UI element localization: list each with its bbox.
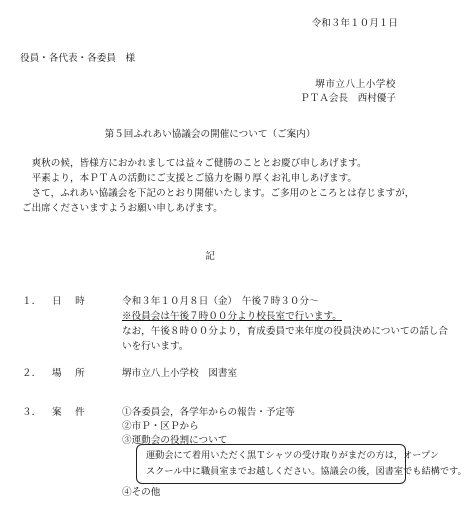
body-paragraph-3-cont: ご出席くださいますようお願い申しあげます。: [22, 203, 223, 214]
body-paragraph-2: 平素より，本ＰＴＡの活動にご支援とご協力を賜り厚くお礼申しあげます。: [31, 173, 358, 184]
item-datetime: [22, 296, 122, 308]
place-value: 堺市立八上小学校 図書室: [122, 368, 238, 379]
item-label: 場 所: [52, 368, 87, 379]
item-number: ３．: [22, 407, 42, 418]
document-date: 令和３年１０月１日: [311, 18, 398, 29]
tshirt-note-line2: スクール中に職員室までお越しください。協議会の後，図書室でも結構です。: [146, 466, 467, 477]
item-agenda: [22, 407, 122, 419]
item-place: [22, 368, 122, 380]
body-paragraph-1: 爽秋の候，皆様方におかれましては益々ご健勝のこととお慶び申しあげます。: [31, 158, 367, 169]
agenda-item-4: ④その他: [122, 487, 161, 498]
pta-chair: ＰＴＡ会長 西村優子: [300, 93, 396, 104]
board-meeting-note: ※役員会は午後７時００分より校長室で行います。: [122, 311, 342, 322]
body-paragraph-3: さて，ふれあい協議会を下記のとおり開催いたします。ご多用のところとは存じますが，: [31, 188, 415, 199]
organization-name: 堺市立八上小学校: [315, 79, 396, 90]
datetime-value: 令和３年１０月８日（金） 午後７時３０分～: [122, 296, 319, 307]
item-number: ２．: [22, 368, 42, 379]
extra-note-line2: いを行います。: [122, 341, 189, 352]
tshirt-note-line1: 運動会にて着用いただく黒Ｔシャツの受け取りがまだの方は，オープン: [146, 450, 439, 461]
item-number: １．: [22, 296, 42, 307]
item-label: 案 件: [52, 407, 87, 418]
recipients: 役員・各代表・各委員 様: [20, 53, 136, 64]
ki-heading: 記: [205, 251, 215, 262]
document-subject: 第５回ふれあい協議会の開催について（ご案内）: [104, 129, 316, 140]
item-label: 日 時: [52, 296, 87, 307]
letter-body: [22, 156, 415, 216]
agenda-item-1: ①各委員会，各学年からの報告・予定等: [122, 407, 295, 418]
extra-note-line1: なお，午後８時００分より，育成委員で来年度の役員決めについての話し合: [122, 326, 448, 337]
agenda-item-3: ③運動会の役割について: [122, 435, 228, 446]
agenda-item-2: ②市Ｐ・区Ｐから: [122, 421, 199, 432]
